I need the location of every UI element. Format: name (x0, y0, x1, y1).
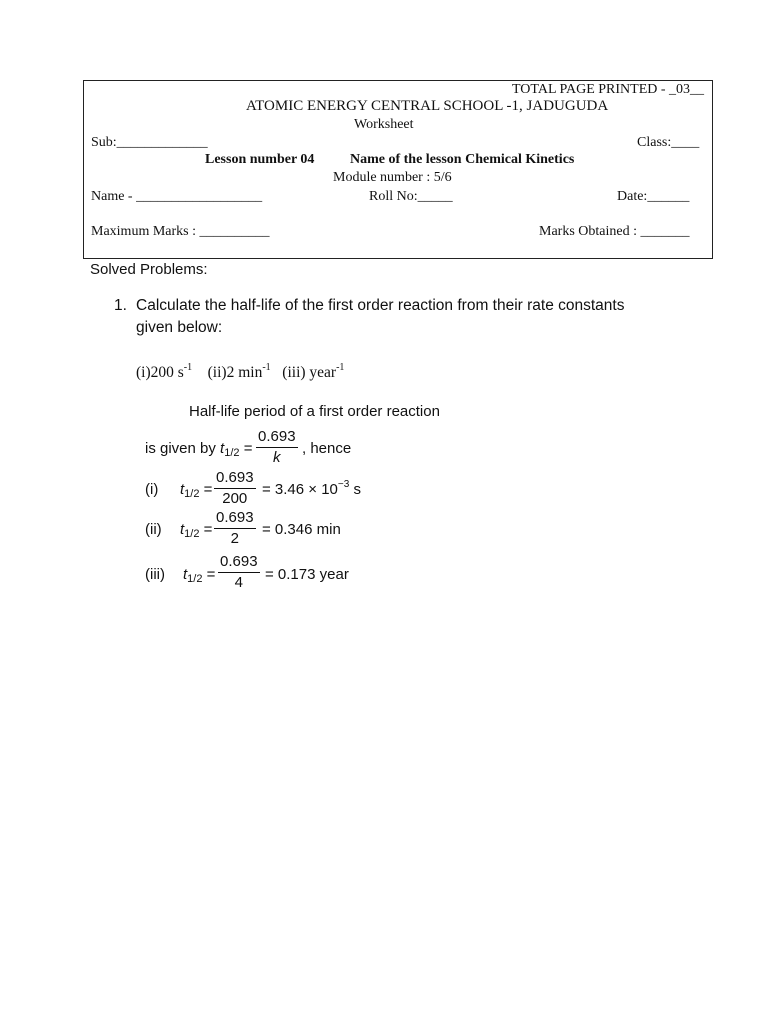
solution-heading: Half-life period of a first order reaction (189, 403, 440, 420)
module-number: Module number : 5/6 (333, 170, 452, 185)
formula-fraction: 0.693 k (258, 428, 296, 466)
rate-constant-iii: (iii) year$^{-1}$ (282, 362, 345, 381)
class-field: Class:____ (637, 135, 700, 150)
row-iii-lhs: $t_{1/2}$ = (183, 566, 216, 585)
school-name: ATOMIC ENERGY CENTRAL SCHOOL -1, JADUGUDA (246, 98, 609, 114)
subject-field: Sub:_____________ (91, 135, 208, 150)
row-i-fraction: 0.693 200 (216, 469, 254, 507)
marks-obtained-field: Marks Obtained : _______ (539, 224, 690, 239)
question-text-line-1: Calculate the half-life of the first order reaction from their rate constants (136, 297, 625, 314)
rate-constants-list (136, 364, 344, 382)
row-ii-result: = 0.346 min (262, 521, 341, 538)
hence-text: , hence (302, 440, 352, 457)
maximum-marks-field: Maximum Marks : __________ (91, 224, 270, 239)
row-i-label: (i) (145, 481, 159, 498)
lesson-name: Name of the lesson Chemical Kinetics (350, 152, 575, 167)
question-text-line-2: given below: (136, 319, 223, 336)
row-i-result: = $3.46 \times 10^{-3}$ s (262, 479, 361, 498)
roll-number-field: Roll No:_____ (369, 189, 453, 204)
name-field: Name - __________________ (91, 189, 263, 204)
total-pages-printed: TOTAL PAGE PRINTED - _03__ (512, 82, 705, 97)
document-type: Worksheet (354, 117, 414, 132)
section-title: Solved Problems: (90, 261, 208, 278)
given-by-text: is given by $t_{1/2}$ = (145, 440, 253, 459)
row-iii-fraction: 0.693 4 (220, 553, 258, 591)
row-iii-label: (iii) (145, 566, 165, 583)
row-ii-fraction: 0.693 2 (216, 509, 254, 547)
row-ii-label: (ii) (145, 521, 162, 538)
rate-constant-i: (i)200 $s^{-1}$ (136, 362, 193, 381)
row-i-lhs: $t_{1/2}$ = (180, 481, 213, 500)
question-number: 1. (114, 297, 127, 314)
row-iii-result: = 0.173 year (265, 566, 349, 583)
lesson-number: Lesson number 04 (205, 152, 315, 167)
row-ii-lhs: $t_{1/2}$ = (180, 521, 213, 540)
date-field: Date:______ (617, 189, 690, 204)
rate-constant-ii: (ii)2 $\min^{-1}$ (207, 362, 271, 381)
